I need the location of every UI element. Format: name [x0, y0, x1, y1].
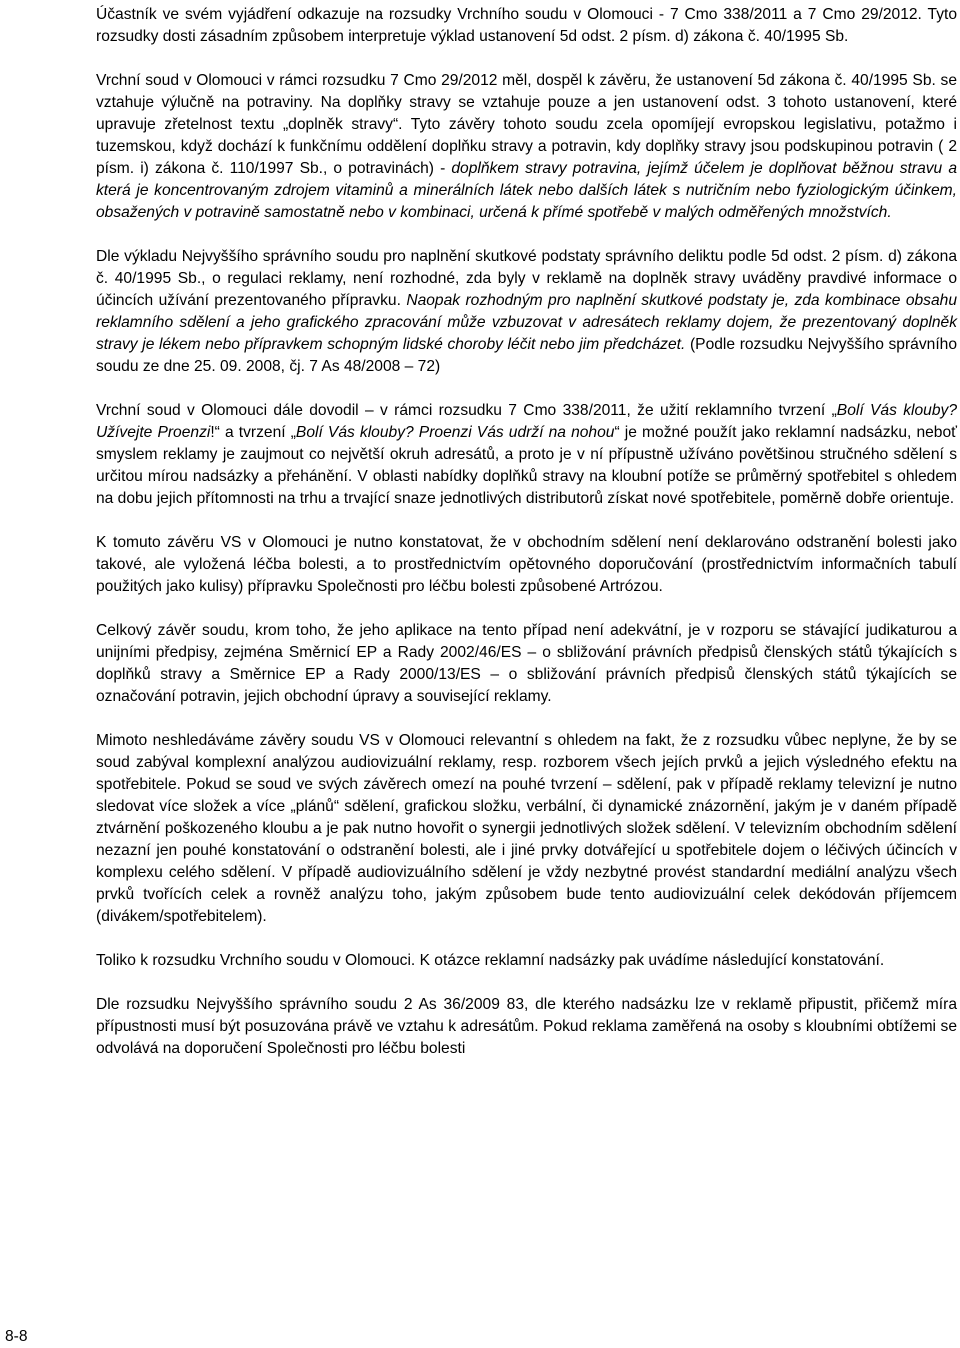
- text-segment: (Podle rozsudku Nejvyššího správního soudu ze dne 25. 09. 2008, čj. 7 As 48/2008 – 72): [96, 336, 957, 375]
- paragraph: [96, 950, 957, 972]
- paragraph: [96, 246, 957, 378]
- text-segment: Mimoto neshledáváme závěry soudu VS v Olomouci relevantní s ohledem na fakt, že z rozsudku vůbec neplyne, že by se soud zabýval komplexní analýzou audiovizuální reklamy, resp. rozborem všech jejích prvků a jejich výsledného efektu na spotřebitele. Pokud se soud ve svých závěrech omezí na pouhé tvrzení – sdělení, pak v případě reklamy televizní je nutno sledovat více složek a více „plánů“ sdělení, grafickou složku, verbální, či dynamické znázornění, jakým je v daném případě ztvárnění poškozeného kloubu a je pak nutno hovořit o synergii jednotlivých složek sdělení. V televizním obchodním sdělení nezazní jen pouhé konstatování o odstranění bolesti, ale i jiné prvky dotvářející u spotřebitele dojem o léčivých účincích v komplexu celého sdělení. V případě audiovizuálního sdělení je vždy nezbytné provést standardní mediální analýzu všech prvků tvořících celek a rovněž analýzu toho, jakým způsobem bude tento audiovizuální celek dekódován příjemcem (divákem/spotřebitelem).: [96, 732, 957, 925]
- text-segment: Toliko k rozsudku Vrchního soudu v Olomouci. K otázce reklamní nadsázky pak uvádíme následující konstatování.: [96, 952, 885, 969]
- italic-text-segment: Bolí Vás klouby? Užívejte Proenzi: [96, 402, 957, 441]
- document-page: [96, 4, 957, 1082]
- text-segment: Vrchní soud v Olomouci dále dovodil – v rámci rozsudku 7 Cmo 338/2011, že užití reklamního tvrzení „: [96, 402, 837, 419]
- page-number: 8-8: [5, 1328, 28, 1345]
- text-segment: “ je možné použít jako reklamní nadsázku, neboť smyslem reklamy je zaujmout co největší okruh adresátů, a proto je v ní přípustně užíváno povětšinou stručného sdělení s určitou mírou nadsázky a přehánění. V oblasti nabídky doplňků stravy na kloubní potíže se průměrný spotřebitel s ohledem na dobu jejich přítomnosti na trhu a trvající snaze jednotlivých distributorů získat nové spotřebitele, poměrně dobře orientuje.: [96, 424, 958, 507]
- italic-text-segment: doplňkem stravy potravina, jejímž účelem je doplňovat běžnou stravu a která je koncentrovaným zdrojem vitaminů a minerálních látek nebo dalších látek s nutričním nebo fyziologickým účinkem, obsažených v potravině samostatně nebo v kombinaci, určená k přímé spotřebě v malých odměřených množstvích.: [96, 160, 957, 221]
- paragraph: [96, 994, 957, 1060]
- text-segment: Vrchní soud v Olomouci v rámci rozsudku 7 Cmo 29/2012 měl, dospěl k závěru, že ustanovení 5d zákona č. 40/1995 Sb. se vztahuje výlučně na potraviny. Na doplňky stravy se vztahuje pouze a jen ustanovení odst. 3 tohoto ustanovení, které upravuje zřetelnost textu „doplněk stravy“. Tyto závěry tohoto soudu zcela opomíjejí evropskou legislativu, potažmo i tuzemskou, když dochází k funkčnímu oddělení doplňku stravy a potravin, kdy doplňky stravy jsou podskupinou potravin ( 2 písm. i) zákona č. 110/1997 Sb., o potravinách) -: [96, 72, 957, 177]
- paragraph: [96, 4, 957, 48]
- text-segment: Dle rozsudku Nejvyššího správního soudu 2 As 36/2009 83, dle kterého nadsázku lze v reklamě připustit, přičemž míra přípustnosti musí být posuzována právě ve vztahu k adresátům. Pokud reklama zaměřená na osoby s kloubními obtížemi se odvolává na doporučení Společnosti pro léčbu bolesti: [96, 996, 957, 1057]
- paragraph: [96, 620, 957, 708]
- paragraph: [96, 70, 957, 224]
- text-segment: Celkový závěr soudu, krom toho, že jeho aplikace na tento případ není adekvátní, je v rozporu se stávající judikaturou a unijními předpisy, zejména Směrnicí EP a Rady 2002/46/ES – o sbližování právních předpisů členských států týkajících s doplňků stravy a Směrnice EP a Rady 2000/13/ES – o sbližování právních předpisů členských států týkajících se označování potravin, jejich obchodní úpravy a související reklamy.: [96, 622, 957, 705]
- italic-text-segment: Naopak rozhodným pro naplnění skutkové podstaty je, zda kombinace obsahu reklamního sdělení a jeho grafického zpracování může vzbuzovat v adresátech reklamy dojem, že prezentovaný doplněk stravy je lékem nebo přípravkem schopným lidské choroby léčit nebo jim předcházet.: [96, 292, 957, 353]
- paragraph: [96, 730, 957, 928]
- text-segment: Účastník ve svém vyjádření odkazuje na rozsudky Vrchního soudu v Olomouci - 7 Cmo 338/2011 a 7 Cmo 29/2012. Tyto rozsudky dosti zásadním způsobem interpretuje výklad ustanovení 5d odst. 2 písm. d) zákona č. 40/1995 Sb.: [96, 6, 957, 45]
- text-segment: Dle výkladu Nejvyššího správního soudu pro naplnění skutkové podstaty správního deliktu podle 5d odst. 2 písm. d) zákona č. 40/1995 Sb., o regulaci reklamy, není rozhodné, zda byly v reklamě na doplněk stravy uváděny pravdivé informace o účincích užívání prezentovaného přípravku.: [96, 248, 957, 309]
- italic-text-segment: Bolí Vás klouby? Proenzi Vás udrží na nohou: [295, 424, 615, 441]
- paragraph: [96, 400, 957, 510]
- text-segment: K tomuto závěru VS v Olomouci je nutno konstatovat, že v obchodním sdělení není deklarováno odstranění bolesti jako takové, ale vyložená léčba bolesti, a to prostřednictvím opětovného doporučování (prostřednictvím informačních tabulí použitých jako kulisy) přípravku Společnosti pro léčbu bolesti způsobené Artrózou.: [96, 534, 957, 595]
- paragraph: [96, 532, 957, 598]
- text-segment: !“ a tvrzení „: [210, 424, 296, 441]
